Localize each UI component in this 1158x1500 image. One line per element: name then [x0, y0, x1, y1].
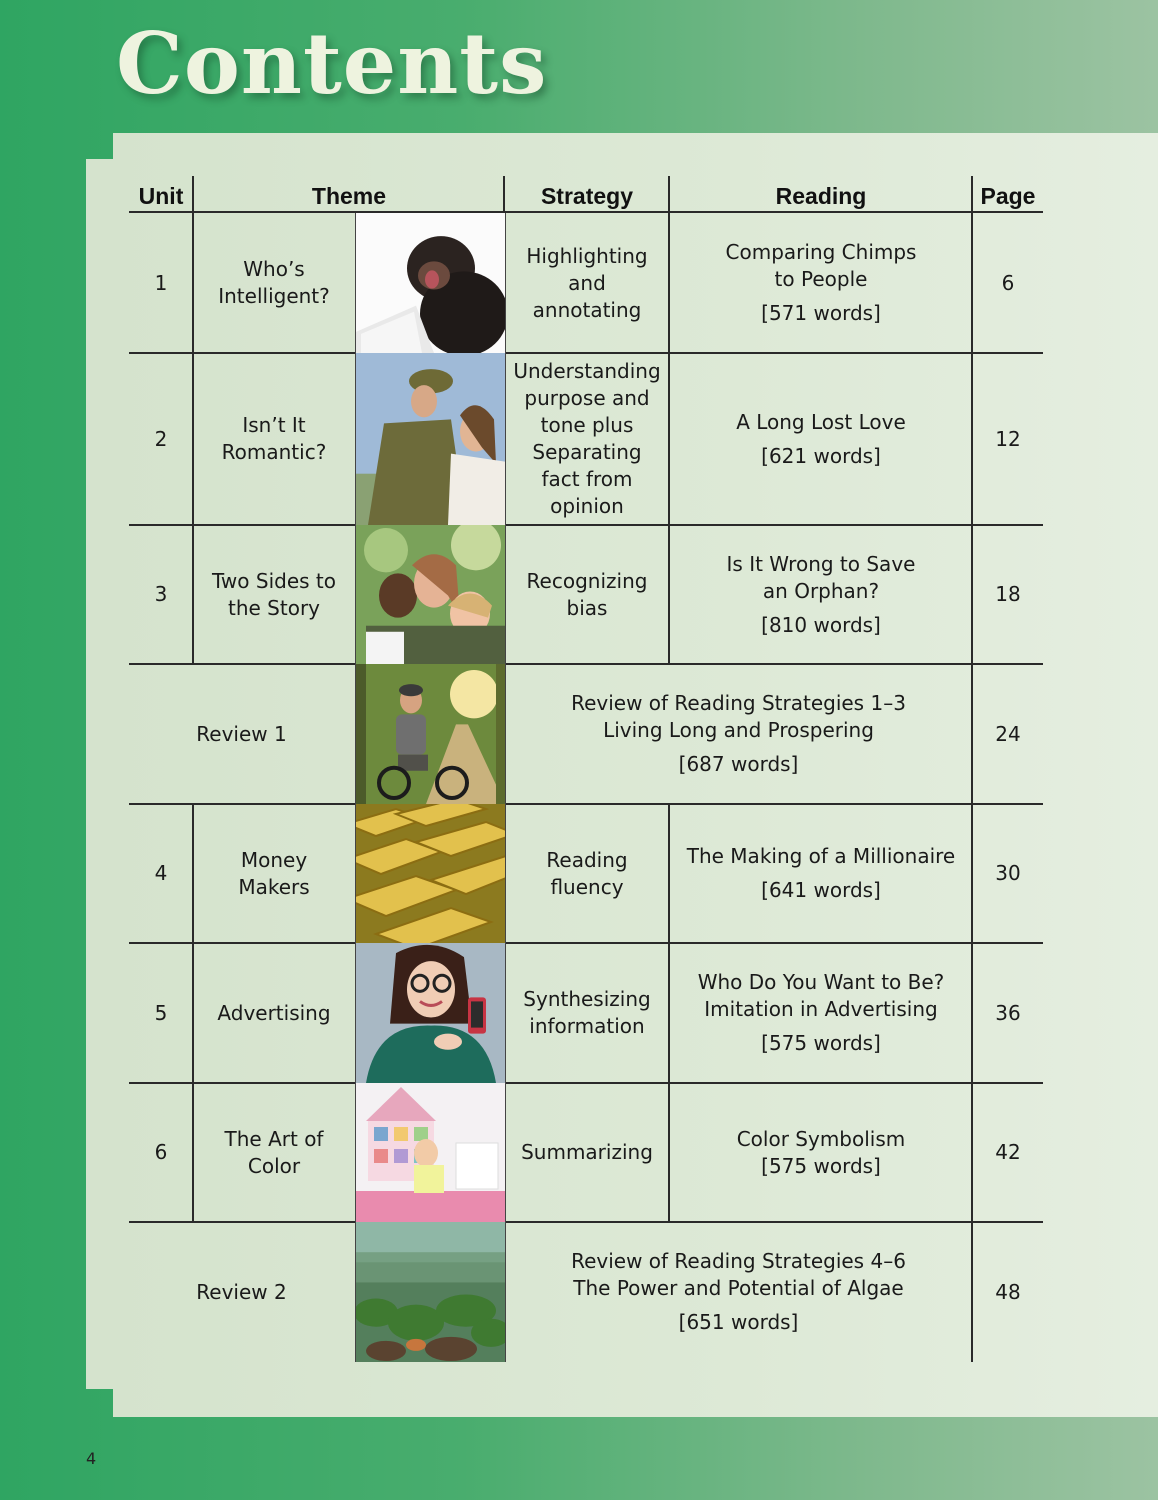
reading-title — [670, 804, 972, 943]
page-ref-line: 18 — [995, 582, 1021, 606]
strategy-text-line: Highlighting — [526, 243, 648, 268]
word-count: [641 words] — [761, 878, 881, 902]
theme-title — [194, 353, 354, 525]
column-divider — [192, 176, 194, 213]
strategy-text — [505, 353, 669, 525]
unit-number — [129, 943, 193, 1083]
unit-number-line: 4 — [154, 861, 168, 885]
reading-title-line: Is It Wrong to Save — [726, 551, 916, 576]
page-ref — [973, 664, 1043, 804]
reading-title-line: Review of Reading Strategies 4–6 — [571, 1249, 906, 1273]
page-number: 4 — [86, 1449, 97, 1468]
woman-phone-photo — [355, 943, 506, 1083]
strategy-text-line: Synthesizing — [523, 987, 651, 1011]
page-ref — [973, 525, 1043, 664]
unit-number-line: 3 — [154, 582, 168, 606]
reading-title — [505, 1222, 972, 1362]
strategy-text-line: information — [529, 1014, 645, 1038]
review-label-line: Review 1 — [196, 721, 287, 746]
strategy-text-line: and — [568, 270, 606, 295]
reading-title — [670, 353, 972, 525]
cyclist-photo — [355, 664, 506, 804]
unit-number-line: 2 — [154, 426, 168, 451]
reading-title-line: A Long Lost Love — [736, 409, 906, 434]
reading-title-line: an Orphan? — [762, 578, 880, 603]
word-count: [810 words] — [761, 612, 881, 637]
theme-title-line: Color — [247, 1153, 301, 1178]
page-title: Contents — [116, 14, 548, 113]
page-ref — [973, 353, 1043, 525]
page-ref — [973, 213, 1043, 353]
theme-title — [194, 525, 354, 664]
reading-title-line: Imitation in Advertising — [704, 997, 938, 1021]
unit-number — [129, 525, 193, 664]
unit-number-line: 5 — [154, 1000, 168, 1025]
theme-title-line: Makers — [238, 874, 310, 899]
page-ref-line: 12 — [995, 426, 1021, 451]
theme-title — [194, 943, 354, 1083]
strategy-text-line: Recognizing — [526, 568, 648, 593]
unit-number-line: 1 — [154, 270, 168, 295]
strategy-text-line: Reading — [546, 847, 628, 872]
header-theme: Theme — [311, 182, 387, 209]
review-label — [129, 1222, 354, 1362]
strategy-text — [505, 525, 669, 664]
strategy-text-line: fluency — [550, 874, 624, 899]
review-label-line: Review 2 — [196, 1279, 287, 1304]
unit-number — [129, 1083, 193, 1222]
page-ref-line: 48 — [995, 1279, 1021, 1304]
page-ref — [973, 1222, 1043, 1362]
page-ref-line: 42 — [995, 1140, 1021, 1164]
gold-bars-photo — [355, 804, 506, 943]
word-count: [575 words] — [761, 1031, 881, 1055]
reading-title-line: to People — [774, 267, 868, 291]
page-ref — [973, 804, 1043, 943]
theme-title-line: Money — [240, 847, 308, 872]
strategy-text-line: fact from — [541, 467, 633, 491]
soldier-couple-photo — [355, 353, 506, 525]
panel-tab — [86, 159, 114, 1389]
reading-title — [505, 664, 972, 804]
dollhouse-photo — [355, 1083, 506, 1222]
unit-number — [129, 353, 193, 525]
strategy-text-line: purpose and — [524, 386, 650, 410]
strategy-text-line: Summarizing — [521, 1140, 653, 1164]
reading-title-line: The Making of a Millionaire — [686, 844, 956, 868]
theme-title-line: Who’s — [243, 257, 305, 281]
header-page: Page — [980, 182, 1036, 209]
strategy-text — [505, 213, 669, 353]
unit-number-line: 6 — [154, 1140, 168, 1164]
word-count: [621 words] — [761, 443, 881, 468]
reading-title-line: Review of Reading Strategies 1–3 — [571, 691, 906, 715]
page-ref-line: 30 — [995, 861, 1021, 885]
column-divider — [668, 176, 670, 213]
page-ref — [973, 943, 1043, 1083]
theme-title-line: Isn’t It — [242, 413, 306, 437]
theme-title-line: Advertising — [217, 1000, 331, 1025]
reading-title-line: Comparing Chimps — [725, 240, 917, 264]
review-label — [129, 664, 354, 804]
reading-title — [670, 1083, 972, 1222]
page-ref-line: 36 — [995, 1000, 1021, 1025]
strategy-text — [505, 1083, 669, 1222]
reading-title — [670, 213, 972, 353]
reading-title-line: Who Do You Want to Be? — [697, 970, 945, 994]
strategy-text-line: annotating — [532, 297, 642, 322]
theme-title — [194, 804, 354, 943]
strategy-text-line: tone plus — [540, 413, 634, 437]
family-photo — [355, 525, 506, 664]
strategy-text — [505, 943, 669, 1083]
reading-title-line: Color Symbolism — [736, 1126, 906, 1151]
theme-title — [194, 213, 354, 353]
unit-number — [129, 213, 193, 353]
algae-photo — [355, 1222, 506, 1362]
reading-title-line: [575 words] — [761, 1153, 881, 1178]
reading-title-line: The Power and Potential of Algae — [573, 1276, 904, 1300]
column-divider — [503, 176, 505, 213]
word-count: [651 words] — [678, 1310, 799, 1334]
page-ref-line: 24 — [995, 721, 1021, 746]
theme-title-line: The Art of — [224, 1126, 324, 1151]
strategy-text-line: Separating — [532, 440, 642, 464]
chimpanzee-photo — [355, 213, 506, 353]
unit-number — [129, 804, 193, 943]
theme-title-line: Two Sides to — [212, 568, 336, 593]
theme-title-line: the Story — [227, 595, 320, 620]
theme-title-line: Romantic? — [221, 440, 327, 464]
theme-title — [194, 1083, 354, 1222]
header-unit: Unit — [138, 182, 184, 209]
page-ref-line: 6 — [1001, 270, 1015, 295]
theme-title-line: Intelligent? — [218, 284, 330, 308]
strategy-text — [505, 804, 669, 943]
reading-title-line: Living Long and Prospering — [603, 718, 874, 742]
header-reading: Reading — [775, 182, 867, 209]
word-count: [687 words] — [678, 752, 799, 776]
strategy-text-line: Understanding — [513, 359, 661, 383]
strategy-text-line: opinion — [550, 494, 624, 518]
column-divider — [971, 176, 973, 213]
header-strategy: Strategy — [540, 182, 634, 209]
strategy-text-line: bias — [566, 595, 608, 620]
reading-title — [670, 525, 972, 664]
word-count: [571 words] — [761, 301, 881, 325]
reading-title — [670, 943, 972, 1083]
page-ref — [973, 1083, 1043, 1222]
